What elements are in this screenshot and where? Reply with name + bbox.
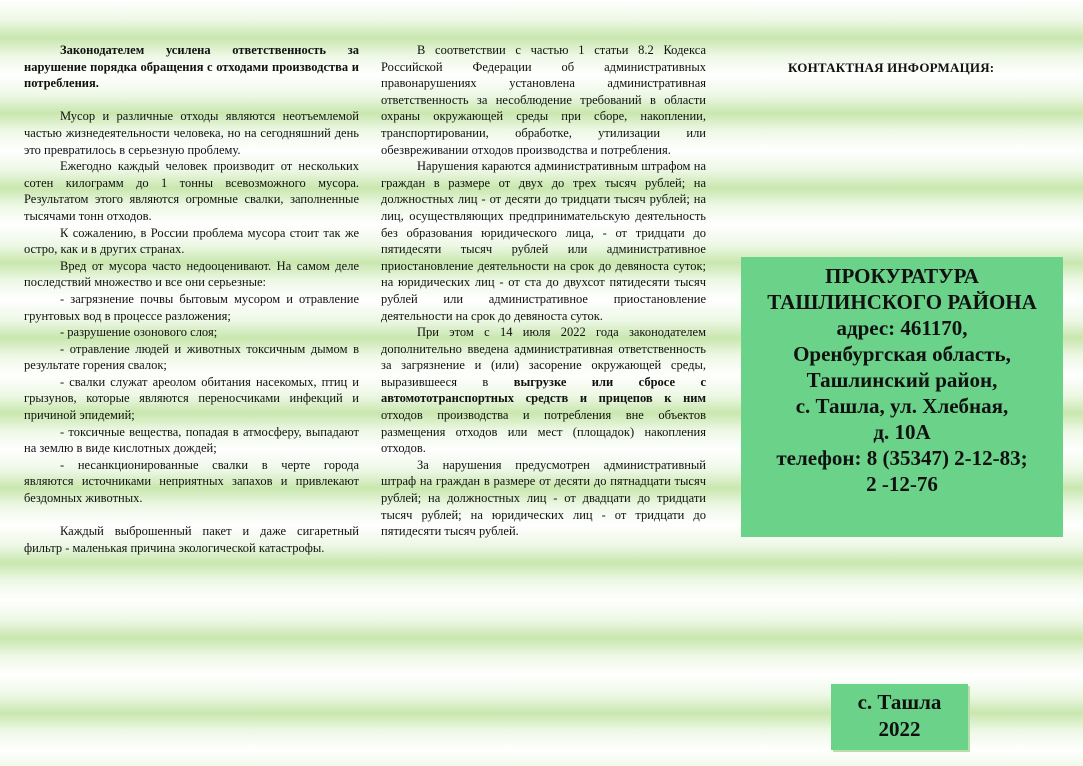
harm-item: - разрушение озонового слоя; [60, 325, 218, 340]
office-line: ПРОКУРАТУРА [825, 264, 979, 288]
harm-item: - свалки служат ареолом обитания насекомых, птиц и грызунов, которые являются переносчиками инфекций и причиной эпидемий; [24, 374, 359, 423]
fines-paragraph: Нарушения караются административным штрафом на граждан в размере от двух до трех тысяч рублей; на должностных лиц - от десяти до тридцати тысяч рублей; на лиц, осуществляющих предпринимательскую деятельность без образования юридического лица, - от тридцати до пятидесяти тысяч рублей или административное приостановление деятельности на срок до девяноста суток; на юридических лиц - от ста до двухсот пятидесяти тысяч рублей или административное приостановление деятельности на срок до девяноста суток. [381, 159, 706, 323]
bold-phrase: выгрузке или сбросе с автомототранспортных средств и прицепов к ним [381, 374, 706, 406]
address-line: д. 10А [873, 420, 931, 444]
penalty-paragraph: За нарушения предусмотрен административный штраф на граждан в размере от десяти до пятнадцати тысяч рублей; на должностных лиц - от двадцати до тридцати тысяч рублей; на юридических лиц - от тридцати до пятидесяти тысяч рублей. [381, 457, 706, 539]
address-line: Ташлинский район, [806, 368, 998, 392]
contact-heading: КОНТАКТНАЯ ИНФОРМАЦИЯ: [788, 60, 995, 75]
paragraph: Мусор и различные отходы являются неотъемлемой частью жизнедеятельности человека, но на сегодняшний день это превратилось в серьезную проблему. [24, 109, 359, 157]
address-line: адрес: 461170, [836, 316, 968, 340]
paragraph: Вред от мусора часто недооценивают. На самом деле последствий множество и все они серьезные: [24, 258, 359, 290]
place-name: с. Ташла [857, 690, 942, 714]
harm-item: - токсичные вещества, попадая в атмосферу, выпадают на землю в виде кислотных дождей; [24, 424, 359, 456]
middle-column [381, 42, 706, 540]
harm-item: - несанкционированные свалки в черте города являются источниками неприятных запахов и привлекают бездомных животных. [24, 457, 359, 506]
address-line: с. Ташла, ул. Хлебная, [795, 394, 1009, 418]
paragraph: Ежегодно каждый человек производит от нескольких сотен килограмм до 1 тонны всевозможного мусора. Результатом этого являются огромные свалки, заполненные тысячами тонн отходов. [24, 159, 359, 223]
intro-heading: Законодателем усилена ответственность за нарушение порядка обращения с отходами производства и потребления. [24, 43, 359, 91]
phone-line: телефон: 8 (35347) 2-12-83; [776, 446, 1028, 470]
paragraph: К сожалению, в России проблема мусора стоит так же остро, как и в других странах. [24, 225, 359, 257]
prosecutor-office-box [741, 257, 1063, 537]
year: 2022 [878, 717, 921, 741]
office-line: ТАШЛИНСКОГО РАЙОНА [767, 290, 1037, 314]
closing-paragraph: Каждый выброшенный пакет и даже сигаретный фильтр - маленькая причина экологической катастрофы. [24, 524, 359, 555]
harm-item: - отравление людей и животных токсичным дымом в результате горения свалок; [24, 341, 359, 373]
law-paragraph: В соответствии с частью 1 статьи 8.2 Кодекса Российской Федерации об административных правонарушениях установлена административная ответственность за несоблюдение требований в области охраны окружающей среды при сборе, накоплении, транспортировании, обработке, утилизации или обезвреживании отходов производства и потребления. [381, 43, 706, 157]
phone-line: 2 -12-76 [866, 472, 938, 496]
left-column [24, 42, 359, 556]
new-liability-paragraph: При этом с 14 июля 2022 года законодателем дополнительно введена административная ответственность за загрязнение и (или) засорение окружающей среды, выразившееся в выгрузке или сбросе с автомототранспортных средств и прицепов к ним отходов производства и потребления вне объектов размещения отходов или мест (площадок) накопления отходов. [381, 325, 706, 456]
address-line: Оренбургская область, [793, 342, 1011, 366]
harm-item: - загрязнение почвы бытовым мусором и отравление грунтовых вод в процессе разложения; [24, 291, 359, 323]
place-year-box [831, 684, 968, 750]
